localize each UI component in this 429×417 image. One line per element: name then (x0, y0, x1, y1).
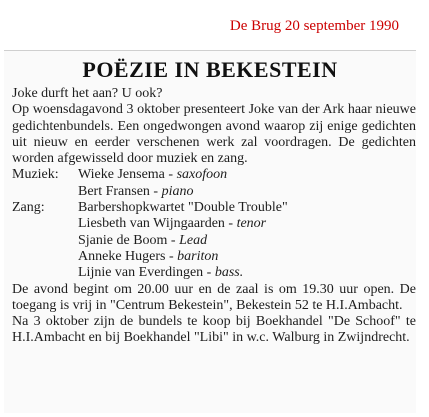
performer-line (78, 200, 416, 216)
performer-line (78, 249, 416, 265)
sales-paragraph: Na 3 oktober zijn de bundels te koop bij Boekhandel "De Schoof" te H.I.Ambacht en bij Boekhandel "Libi" in w.c. Walburg in Zwijndrecht. (12, 314, 416, 346)
zang-performers (78, 200, 416, 281)
performer-role: piano (161, 183, 194, 199)
source-note: De Brug 20 september 1990 (229, 18, 399, 34)
performer-line (78, 167, 416, 183)
performer-role: bariton (177, 248, 219, 264)
performer-line (78, 216, 416, 232)
performer-role: tenor (236, 216, 267, 232)
venue-paragraph: De avond begint om 20.00 uur en de zaal is om 19.30 uur open. De toegang is vrij in "Centrum Bekestein", Bekestein 52 te H.I.Ambacht. (12, 281, 416, 313)
performer-role: Lead (179, 232, 208, 248)
muziek-performers (78, 167, 416, 200)
performer-name: Bert Fransen - (78, 183, 162, 199)
intro-paragraph: Op woensdagavond 3 oktober presenteert Joke van der Ark haar nieuwe gedichtenbundels. Een ongedwongen avond waarop zij enige gedichten uit nieuw en eerder verschenen werk zal voordragen. De gedichten worden afgewisseld door muziek en zang. (12, 102, 416, 167)
performer-role: saxofoon (176, 167, 228, 183)
zang-label: Zang: (12, 200, 45, 216)
performer-line (78, 184, 416, 200)
performer-role: bass. (214, 265, 244, 281)
article-headline: POËZIE IN BEKESTEIN (82, 57, 338, 82)
newspaper-clipping (4, 50, 416, 413)
muziek-section (12, 167, 416, 200)
performer-line (78, 233, 416, 249)
performer-line (78, 265, 416, 281)
zang-section (12, 200, 416, 281)
performer-name: Lijnie van Everdingen - (78, 265, 215, 281)
performer-name: Sjanie de Boom - (78, 232, 180, 248)
performer-name: Anneke Hugers - (78, 248, 178, 264)
performer-name: Wieke Jensema - (78, 167, 177, 183)
muziek-label: Muziek: (12, 167, 59, 183)
performer-name: Liesbeth van Wijngaarden - (78, 216, 237, 232)
article-body (4, 86, 416, 347)
intro-question: Joke durft het aan? U ook? (12, 86, 163, 101)
performer-name: Barbershopkwartet "Double Trouble" (78, 200, 288, 216)
